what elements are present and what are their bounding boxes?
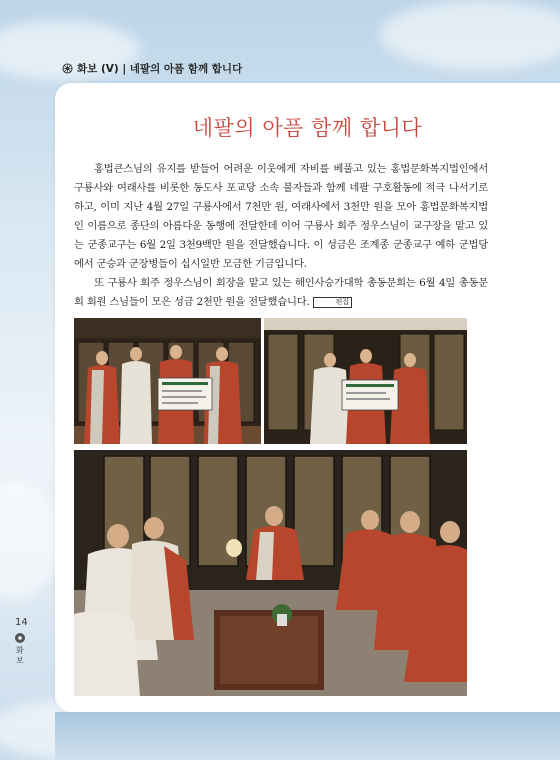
article-paragraph: [74, 274, 488, 312]
article-paragraph: 홍법큰스님의 유지를 받들어 어려운 이웃에게 자비를 베풀고 있는 홍법문화복지법인에서 구룡사와 여래사를 비롯한 동도사 포교당 소속 불자들과 함께 네팔 구호활동에 적극 나서기로 하고, 이미 지난 4월 27일 구룡사에서 7천만 원, 여래사에서 3천만 원을 모아 홍법문화복지법인 이름으로 종단의 아름다운 동행에 전달한데 이어 구룡사 회주 정우스님이 교구장을 맡고 있는 군종교구는 6월 2일 3천9백만 원을 전달했습니다. 이 성금은 조계종 군종교구 예하 군법당에서 군승과 군장병들이 십시일반 모금한 기금입니다.: [74, 163, 488, 270]
photo-donation-board-image: [264, 318, 467, 444]
background-cloud: [380, 0, 560, 70]
bottom-sky-strip: [55, 712, 560, 760]
end-tag: 편집: [313, 297, 352, 308]
photo-meeting-room-image: [74, 450, 467, 696]
vertical-section-label: 화보: [16, 646, 24, 665]
photo-donation-group: [74, 318, 261, 444]
photo-donation-board: [264, 318, 467, 444]
section-header-text: 화보 (V) | 네팔의 아픔 함께 합니다: [77, 63, 243, 75]
section-header: [62, 61, 242, 76]
photo-donation-group-image: [74, 318, 261, 444]
page-number: 14: [15, 617, 28, 628]
article-title: 네팔의 아픔 함께 합니다: [192, 116, 423, 140]
dharma-wheel-icon: [14, 632, 26, 644]
photo-meeting-room: [74, 450, 467, 696]
article-body: [74, 160, 488, 312]
background-cloud: [0, 480, 60, 600]
dharma-wheel-icon: [62, 63, 73, 74]
article-paragraph-text: 또 구룡사 회주 정우스님이 회장을 맡고 있는 해인사승가대학 총동문회는 6월 4일 총동문회 회원 스님들이 모은 성금 2천만 원을 전달했습니다.: [74, 277, 488, 308]
